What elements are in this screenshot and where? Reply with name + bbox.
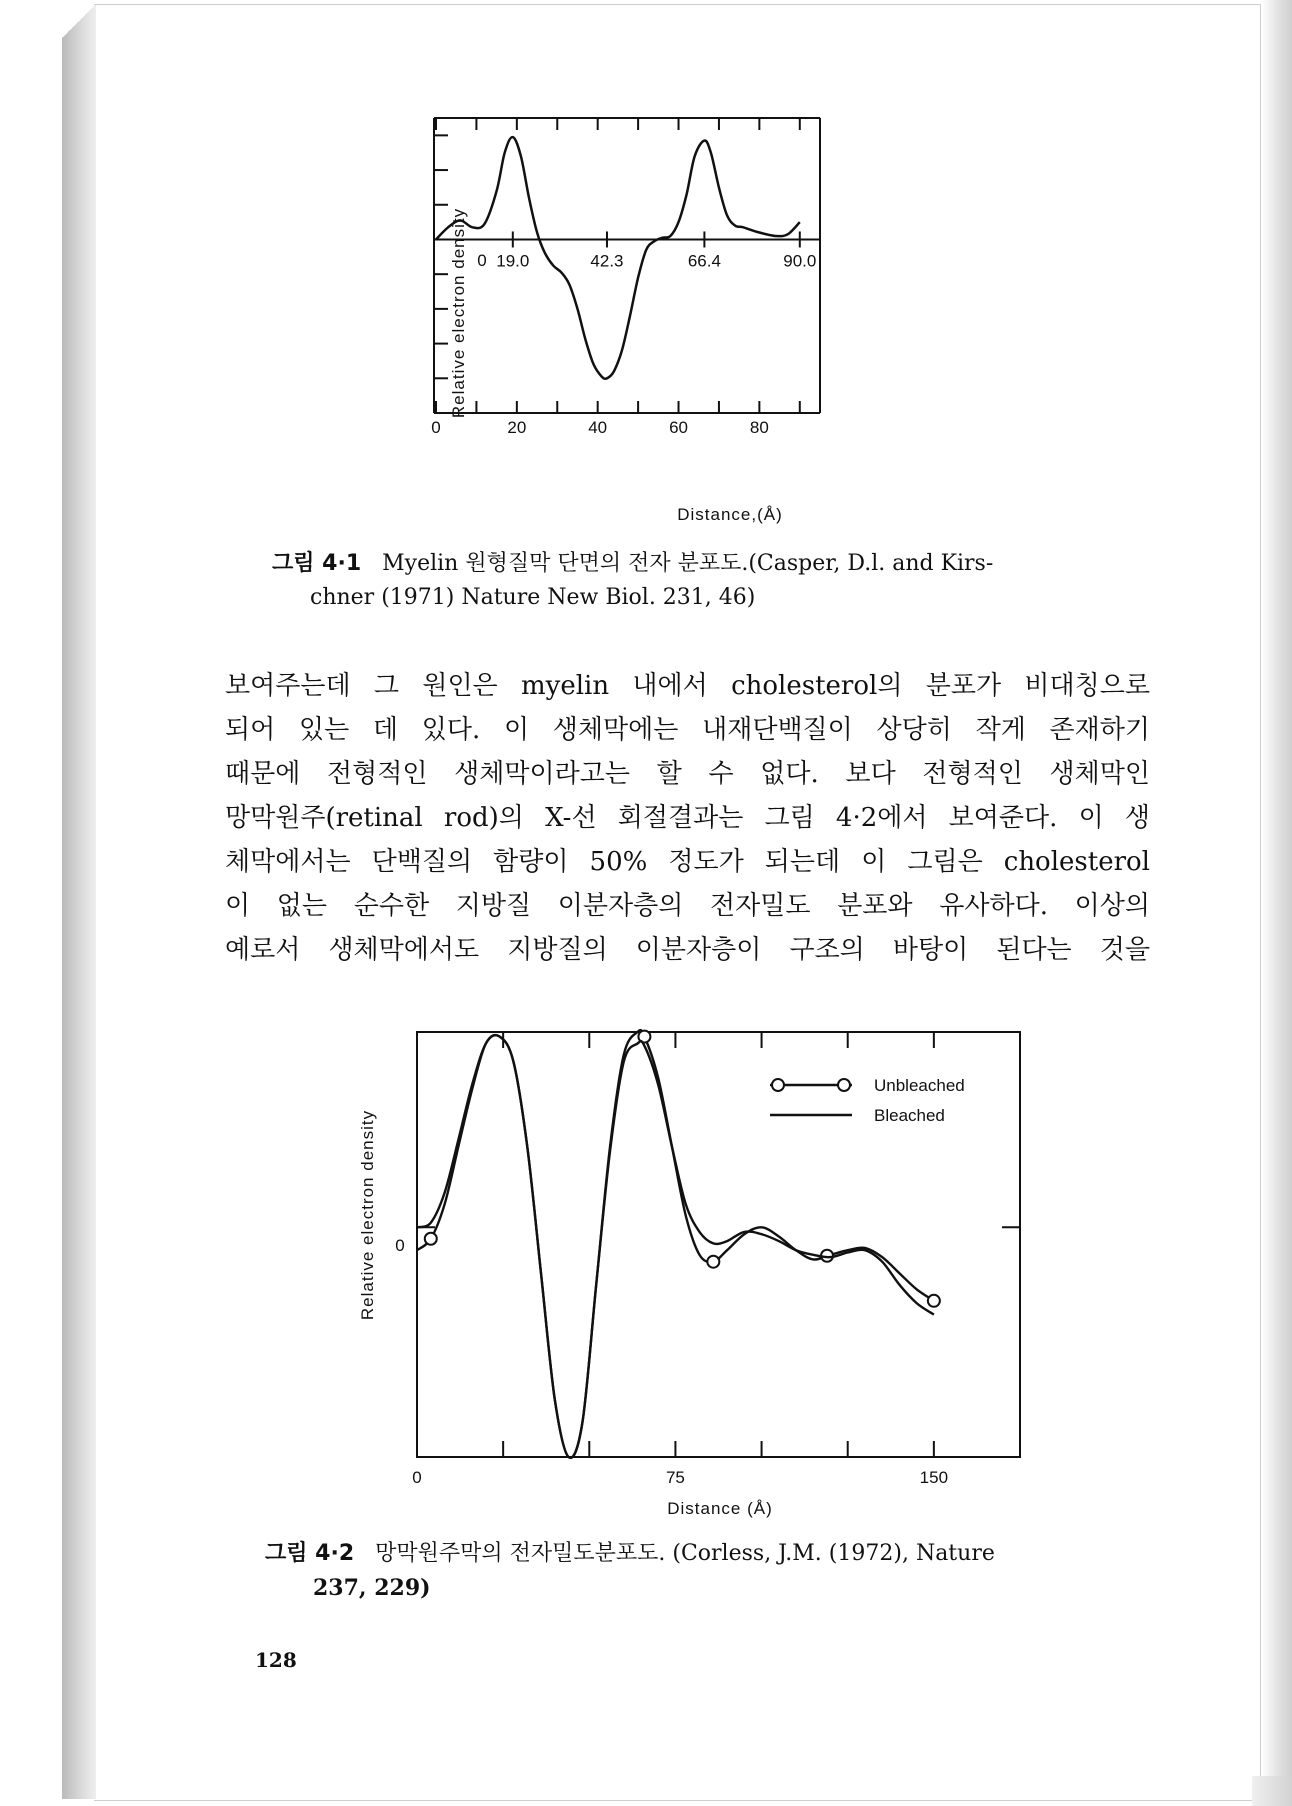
fig2-legend-marker bbox=[838, 1079, 850, 1091]
page-edge-corner bbox=[62, 4, 96, 38]
fig1-annotation-label: 19.0 bbox=[496, 251, 530, 271]
figure-4-2-caption-line1: 망막원주막의 전자밀도분포도. (Corless, J.M. (1972), Nature bbox=[375, 1541, 995, 1566]
fig2-series-line-bleached bbox=[417, 1035, 934, 1458]
fig2-legend-bleached-label: Bleached bbox=[874, 1106, 945, 1125]
fig1-annotation-label: 66.4 bbox=[687, 251, 721, 271]
figure-4-1-chart bbox=[420, 118, 980, 538]
fig1-x-tick-label: 60 bbox=[669, 418, 688, 437]
body-line: 체막에서는 단백질의 함량이 50% 정도가 되는데 이 그림은 cholesterol bbox=[225, 847, 1150, 877]
fig2-data-point bbox=[707, 1256, 719, 1268]
body-line: 보여주는데 그 원인은 myelin 내에서 cholesterol의 분포가 비대칭으로 bbox=[225, 671, 1150, 701]
fig2-data-point bbox=[928, 1295, 940, 1307]
fig2-y-zero-label: 0 bbox=[395, 1236, 405, 1255]
fig1-annotation-label: 42.3 bbox=[590, 251, 624, 271]
page-edge-bottom bbox=[1252, 1776, 1292, 1806]
fig2-legend-marker bbox=[772, 1079, 784, 1091]
figure-4-2-caption-line2: 237, 229) bbox=[313, 1575, 431, 1601]
figure-4-2-chart bbox=[350, 1020, 1030, 1520]
figure-4-1-number: 그림 4·1 bbox=[272, 551, 362, 576]
fig1-x-tick-label: 20 bbox=[507, 418, 527, 437]
fig1-x-tick-label: 80 bbox=[749, 418, 769, 437]
fig2-data-point bbox=[425, 1233, 437, 1245]
fig2-x-axis-label: Distance (Å) bbox=[667, 1499, 773, 1518]
body-line: 예로서 생체막에서도 지방질의 이분자층이 구조의 바탕이 된다는 것을 bbox=[225, 935, 1150, 965]
fig2-x-tick-label: 75 bbox=[665, 1468, 685, 1487]
page-edge-left bbox=[62, 4, 96, 1799]
fig2-x-tick-label: 0 bbox=[412, 1468, 422, 1487]
figure-4-1-caption-line2: chner (1971) Nature New Biol. 231, 46) bbox=[310, 585, 756, 610]
fig2-series-line-unbleached bbox=[417, 1030, 934, 1458]
fig1-x-tick-label: 0 bbox=[431, 418, 441, 437]
fig2-legend-unbleached-label: Unbleached bbox=[874, 1076, 965, 1095]
body-line: 되어 있는 데 있다. 이 생체막에는 내재단백질이 상당히 작게 존재하기 bbox=[225, 715, 1150, 745]
figure-4-2-caption bbox=[265, 1537, 1135, 1605]
figure-4-1-caption-line1: Myelin 원형질막 단면의 전자 분포도.(Casper, D.l. and Kirs- bbox=[382, 551, 994, 576]
body-paragraph bbox=[225, 664, 1150, 972]
figure-4-1-caption bbox=[272, 547, 1142, 615]
figure-4-2-number: 그림 4·2 bbox=[265, 1541, 355, 1566]
fig1-x-tick-label: 40 bbox=[588, 418, 608, 437]
fig2-y-axis-label: Relative electron density bbox=[358, 1109, 377, 1321]
fig1-x-axis-label: Distance,(Å) bbox=[677, 505, 783, 524]
body-line: 때문에 전형적인 생체막이라고는 할 수 없다. 보다 전형적인 생체막인 bbox=[225, 759, 1150, 789]
body-line: 이 없는 순수한 지방질 이분자층의 전자밀도 분포와 유사하다. 이상의 bbox=[225, 891, 1150, 921]
figure-4-2 bbox=[350, 1020, 1030, 1520]
fig1-y-zero-label: 0 bbox=[477, 251, 487, 270]
body-line: 망막원주(retinal rod)의 X-선 회절결과는 그림 4·2에서 보여준다. 이 생 bbox=[225, 803, 1150, 833]
page-edge-right bbox=[1262, 0, 1292, 1806]
page-number: 128 bbox=[255, 1648, 297, 1672]
figure-4-1 bbox=[420, 118, 980, 538]
fig1-annotation-label: 90.0 bbox=[783, 251, 817, 271]
fig1-y-axis-label: Relative electron density bbox=[449, 207, 468, 419]
fig2-x-tick-label: 150 bbox=[919, 1468, 949, 1487]
